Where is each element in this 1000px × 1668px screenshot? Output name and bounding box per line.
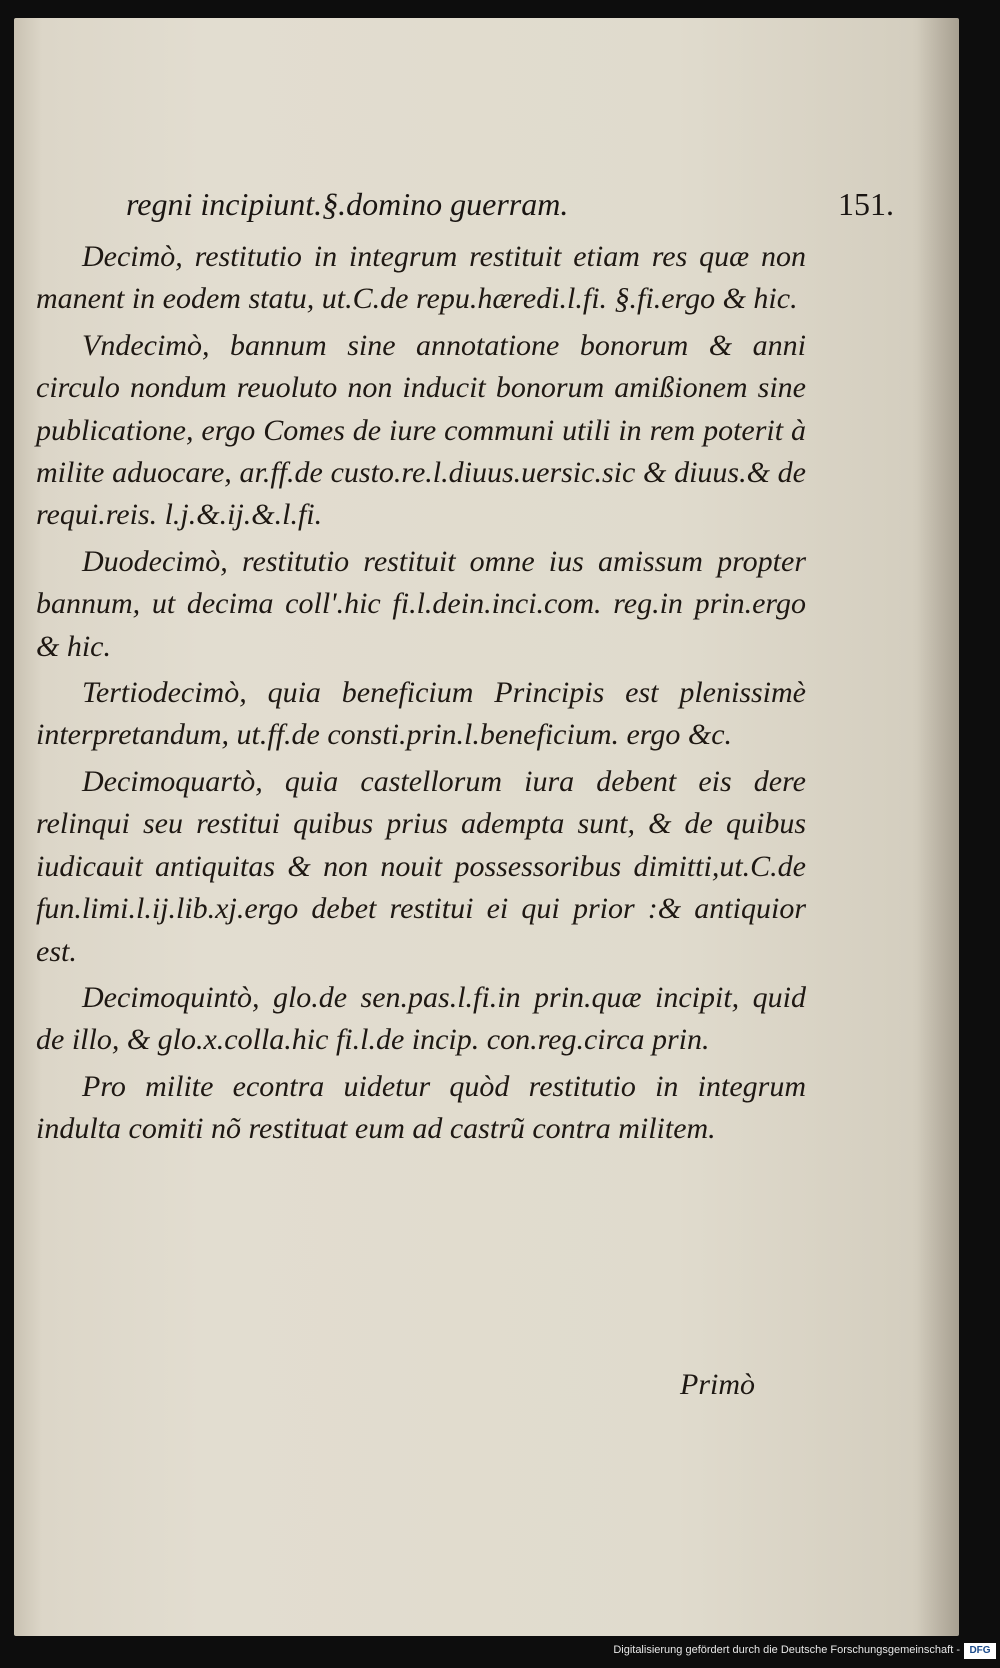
footer-bar — [0, 1638, 1000, 1668]
page-edge-shadow — [917, 18, 959, 1636]
book-page — [14, 18, 959, 1636]
paragraph: Decimoquintò, glo.de sen.pas.l.fi.in prin.quæ incipit, quid de illo, & glo.x.colla.hic fi.l.de incip. con.reg.circa prin. — [36, 980, 806, 1057]
dfg-logo: DFG — [964, 1643, 996, 1659]
paragraph: Pro milite econtra uidetur quòd restitutio in integrum indulta comiti nõ restituat eum ad castrũ contra militem. — [36, 1069, 806, 1146]
funding-credit: Digitalisierung gefördert durch die Deutsche Forschungsgemeinschaft - — [613, 1644, 960, 1656]
paragraph: Duodecimò, restitutio restituit omne ius amissum propter bannum, ut decima coll'.hic fi.l.dein.inci.com. reg.in prin.ergo & hic. — [36, 544, 806, 663]
page-header — [114, 186, 894, 226]
running-title: regni incipiunt.§.domino guerram. — [126, 186, 569, 222]
paragraph: Decimò, restitutio in integrum restituit etiam res quæ non manent in eodem statu, ut.C.de repu.hæredi.l.fi. §.fi.ergo & hic. — [36, 240, 806, 316]
page-number: 151. — [838, 186, 894, 222]
catchword: Primò — [680, 1368, 755, 1401]
paragraph: Tertiodecimò, quia beneficium Principis est plenissimè interpretandum, ut.ff.de consti.prin.l.beneficium. ergo &c. — [36, 676, 806, 752]
body-text — [36, 236, 806, 1155]
paragraph: Vndecimò, bannum sine annotatione bonorum & anni circulo nondum reuoluto non inducit bonorum amißionem sine publicatione, ergo Comes de iure communi utili in rem poterit à milite aduocare, ar.ff.de custo.re.l.diuus.uersic.sic & diuus.& de requi.reis. l.j.&.ij.&.l.fi. — [36, 328, 806, 532]
paragraph: Decimoquartò, quia castellorum iura debent eis dere relinqui seu restitui quibus prius adempta sunt, & de quibus iudicauit antiquitas & non nouit possessoribus dimitti,ut.C.de fun.limi.l.ij.lib.xj.ergo debet restitui ei qui prior :& antiquior est. — [36, 764, 806, 968]
